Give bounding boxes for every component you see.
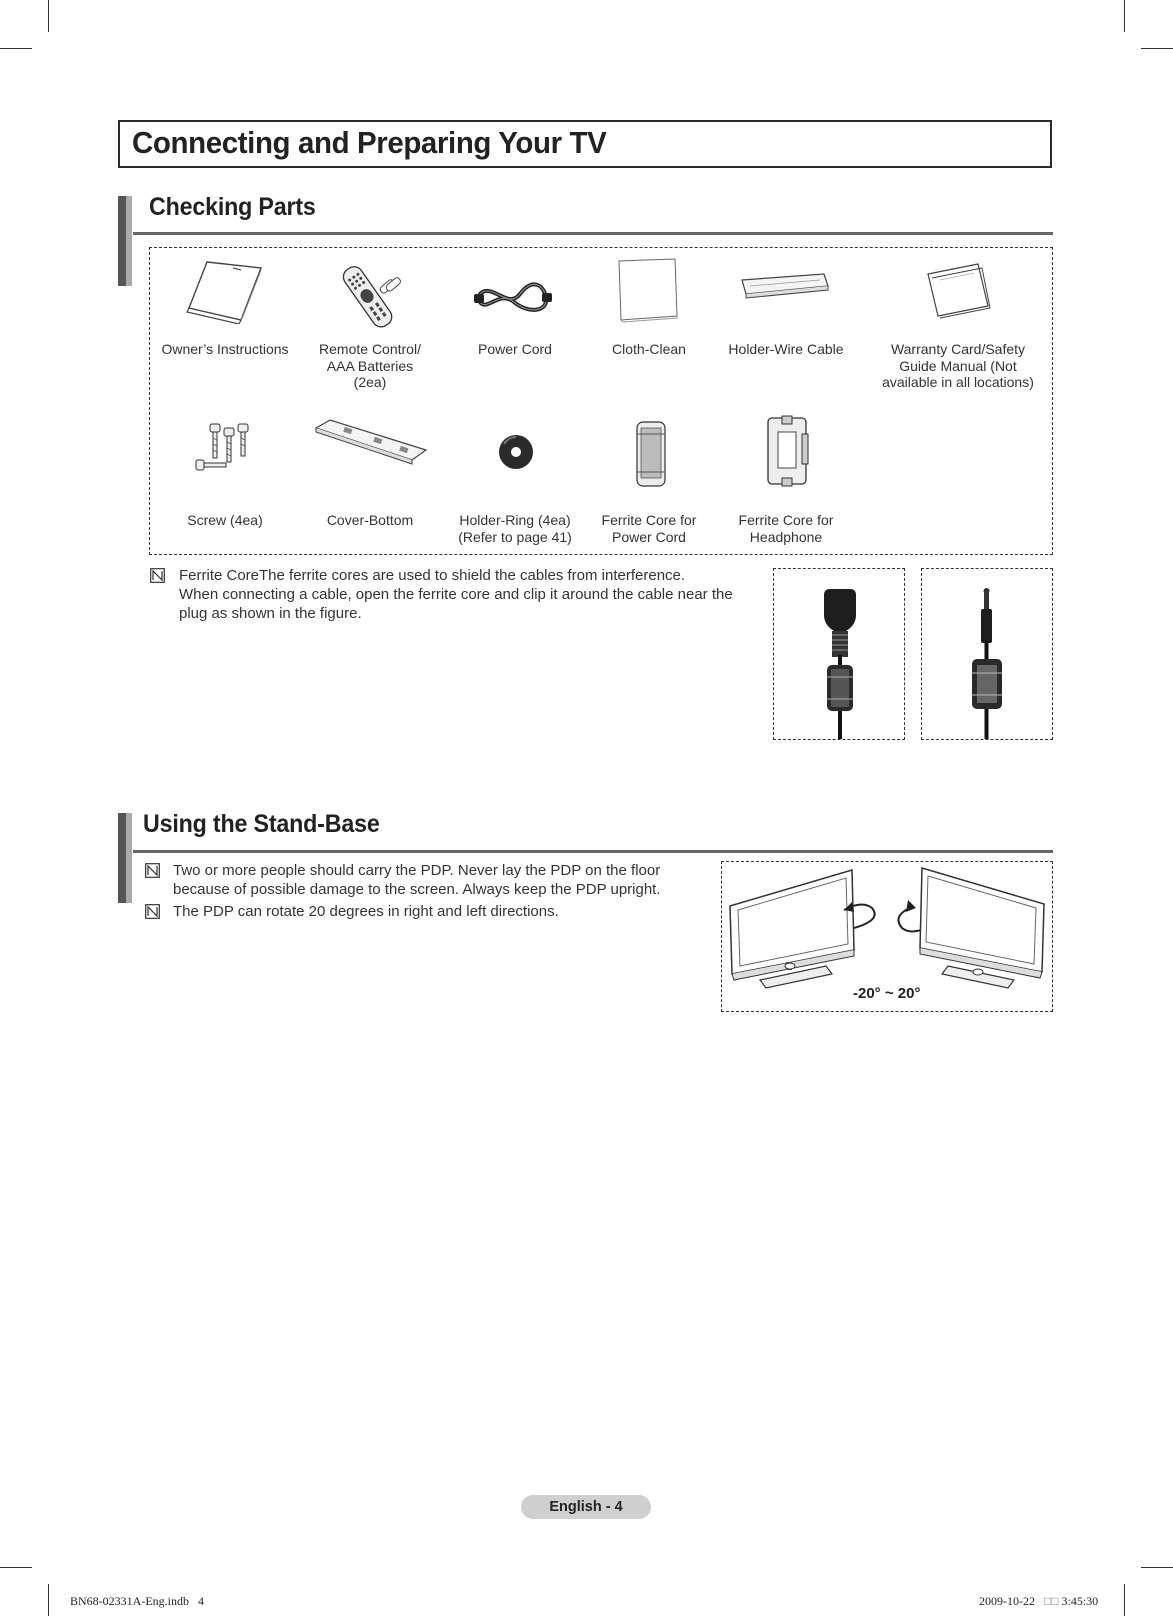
power-cord-icon [472,280,554,323]
crop-mark [0,48,32,49]
section-rule [133,232,1053,235]
ferrite-headphone-figure [921,568,1053,740]
ferrite-note-line2: When connecting a cable, open the ferrite core and clip it around the cable near the [179,586,733,603]
crop-mark [48,0,49,32]
part-label-ferrite-power [574,512,724,545]
crop-mark [1124,1584,1125,1616]
part-label-warranty-card [878,341,1038,391]
ferrite-power-figure [773,568,905,740]
footer-file: BN68-02331A-Eng.indb 4 [70,1594,204,1608]
section-bar [118,813,126,903]
stand-base-heading: Using the Stand-Base [143,810,380,838]
note-icon [150,568,165,583]
part-label-ferrite-headphone [711,512,861,545]
parts-box [149,247,1053,555]
crop-mark [1141,48,1173,49]
holder-wire-icon [740,272,830,307]
ferrite-core-headphone-icon [764,414,810,493]
footer-date [979,1594,1098,1609]
headphone-plug-with-ferrite-icon [922,569,1052,739]
page-title: Connecting and Preparing Your TV [132,125,607,160]
part-label-text: Remote Control/ AAA Batteries (2ea) [319,341,421,390]
ferrite-core-power-icon [631,420,671,493]
section-bar [118,196,126,286]
screws-icon [190,420,260,485]
crop-mark [1124,0,1125,32]
footer-box-chars: □□ [1044,1594,1059,1608]
part-label-cover-bottom: Cover-Bottom [326,512,414,528]
crop-mark [1141,1567,1173,1568]
page-number: English - 4 [521,1495,651,1519]
power-plug-with-ferrite-icon [774,569,904,739]
ferrite-note-line1: Ferrite CoreThe ferrite cores are used to shield the cables from interference. [179,567,686,584]
footer-date-value: 2009-10-22 [979,1594,1035,1608]
part-label-power-cord: Power Cord [478,341,552,357]
part-label-text: Ferrite Core for Headphone [738,512,834,545]
part-label-remote-control [295,341,445,391]
checking-parts-heading: Checking Parts [149,193,316,221]
stand-note1-line1: Two or more people should carry the PDP. Never lay the PDP on the floor [173,862,661,879]
stand-note2: The PDP can rotate 20 degrees in right and left directions. [173,903,559,920]
part-label-holder-ring [440,512,590,545]
part-label-text: Holder-Ring (4ea) (Refer to page 41) [458,512,572,545]
cover-bottom-icon [314,416,428,471]
holder-ring-icon [496,432,536,477]
section-bar-highlight [126,196,132,286]
rotation-label: -20° ~ 20° [853,985,921,1002]
part-label-screw: Screw (4ea) [187,512,263,528]
cloth-icon [613,256,681,329]
ferrite-note-line3: plug as shown in the figure. [179,605,362,622]
part-label-owners-instructions: Owner’s Instructions [161,341,289,357]
remote-control-icon [332,258,412,337]
note-icon [145,904,160,919]
part-label-text: Warranty Card/Safety Guide Manual (Not available in all locations) [882,341,1034,390]
part-label-holder-wire: Holder-Wire Cable [728,341,844,357]
part-label-cloth-clean: Cloth-Clean [612,341,686,357]
part-label-text: Ferrite Core for Power Cord [601,512,697,545]
page-title-box [118,120,1052,168]
booklet-icon [185,258,265,329]
crop-mark [0,1567,32,1568]
section-rule [133,850,1053,853]
warranty-card-icon [926,262,992,325]
crop-mark [48,1584,49,1616]
section-bar-highlight [126,813,132,903]
note-icon [145,863,160,878]
stand-note1-line2: because of possible damage to the screen. Always keep the PDP upright. [173,881,661,898]
footer-time: 3:45:30 [1061,1594,1099,1608]
